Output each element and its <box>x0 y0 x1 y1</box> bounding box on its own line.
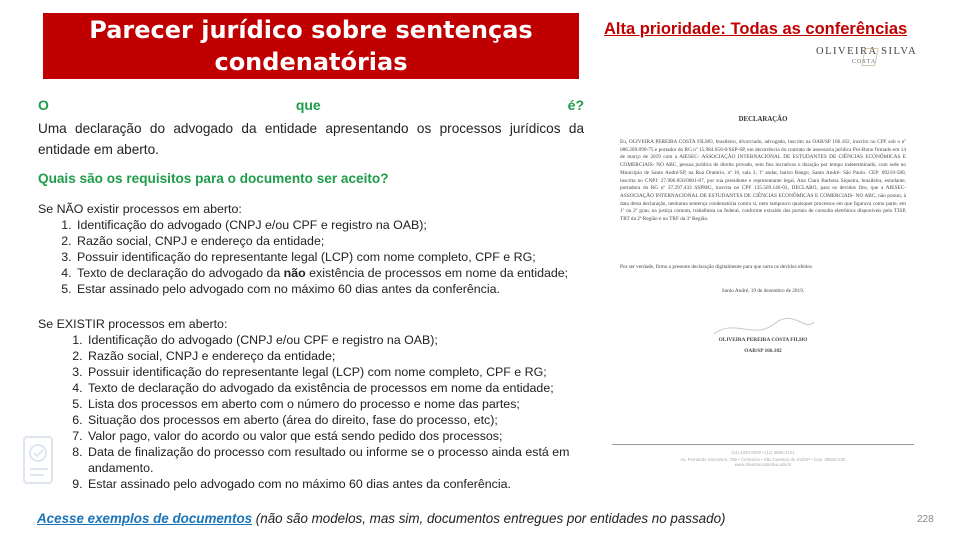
examples-note: (não são modelos, mas sim, documentos entregues por entidades no passado) <box>252 511 726 526</box>
list-item-bold: não <box>283 266 306 280</box>
document-heading: DECLARAÇÃO <box>738 116 788 123</box>
list-item: 9. Estar assinado pelo advogado com no máximo 60 dias antes da conferência. <box>86 476 584 492</box>
law-firm-logo <box>816 46 916 70</box>
list-item: 5. Estar assinado pelo advogado com no máximo 60 dias antes da conferência. <box>75 281 584 297</box>
document-footer-phones: (11) 4330-8000 • (11) 3565-4121 <box>731 450 795 455</box>
list-item: 6. Situação dos processos em aberto (área do direito, fase do processo, etc); <box>86 412 584 428</box>
question-word-3: é? <box>567 97 584 113</box>
what-is-answer: Uma declaração do advogado da entidade apresentando os processos jurídicos da entidade em aberto. <box>38 121 584 157</box>
list-item: 5. Lista dos processos em aberto com o número do processo e nome das partes; <box>86 396 584 412</box>
logo-line-1: OLIVEIRA SILVA <box>816 46 918 57</box>
question-word-2: que <box>295 97 321 113</box>
priority-label: Alta prioridade: Todas as conferências <box>604 20 908 38</box>
list-item: 8. Data de finalização do processo com resultado ou informe se o processo ainda está em andamento. <box>86 444 584 476</box>
no-processes-section <box>38 201 584 297</box>
list-item: 7. Valor pago, valor do acordo ou valor que está sendo pedido dos processos; <box>86 428 584 444</box>
list-item: 1. Identificação do advogado (CNPJ e/ou CPF e registro na OAB); <box>75 217 584 233</box>
list-item-text: existência de processos em nome da entidade; <box>305 266 569 280</box>
open-processes-section <box>38 316 584 492</box>
list-item: 3. Possuir identificação do representante legal (LCP) com nome completo, CPF e RG; <box>75 249 584 265</box>
examples-link[interactable]: Acesse exemplos de documentos <box>37 511 253 526</box>
document-body: Eu, OLIVEIRA PEREIRA COSTA FILHO, brasileiro, divorciado, advogado, inscrito na OAB/SP 166.182, inscrito no CPF sob o nº 086.209.099-75 e portador do RG nº 15.984.656-0/SSP-SP, em decorrência do contrato de assessoria jurídica Pró-Bono firmado em 14 de março de 2019 com a AIESEC- ASSOCIAÇÃO INTERNACIONAL DE ESTUDANTES DE CIÊNCIAS ECONÔMICAS E COMERCIAIS- NO ABC, pessoa jurídica de direito privado, sem fins lucrativos e duração por tempo indeterminado, com sede no Município de Santo André/SP, na Rua Oratório, nº 10, sala 3, 1º andar, bairro Bangu, Santo André- São Paulo. CEP: 09210-580, inscrita no CNPJ: 27.906.856/0001-87, por sua presidente e representante legal, Ana Clara Barbosa Siqueira, brasileira, estudante, portadora do RG nº 37.297.433 SSPMG, inscrita no CPF 135.569.146-03, DECLARO, para os devidos fins, que a AIESEC- ASSOCIAÇÃO INTERNACIONAL DE ESTUDANTES DE CIÊNCIAS ECONÔMICAS E COMERCIAIS- NO ABC, não possui, à data desta declaração, nenhuma sentença condenatória contra si, nem tampouco quaisquer processos em que figurava como parte, em 1º ou 2º grau, na justiça comum, trabalhista ou federal, conforme extraído dos portais de consulta eletrônica disponíveis pelo TJSP, TRT da 2ª Região e no TRF da 3ª Região. <box>620 139 906 223</box>
document-footer-website: www.oliveiracostasilva.adv.br <box>734 462 792 467</box>
logo-line-2: COSTA <box>852 59 877 65</box>
open-processes-list <box>38 332 584 492</box>
open-processes-lead: Se EXISTIR processos em aberto: <box>38 317 228 331</box>
list-item: 4. Texto de declaração do advogado da existência de processos em nome da entidade; <box>86 380 584 396</box>
question-word-1: O <box>38 97 49 113</box>
what-is-question <box>38 97 584 113</box>
list-item <box>75 265 584 281</box>
requirements-question: Quais são os requisitos para o documento ser aceito? <box>38 171 389 186</box>
document-divider <box>612 444 914 445</box>
list-item: 2. Razão social, CNPJ e endereço da entidade; <box>86 348 584 364</box>
list-item: 1. Identificação do advogado (CNPJ e/ou CPF e registro na OAB); <box>86 332 584 348</box>
examples-footer <box>37 511 725 526</box>
document-footer-address-text: Av. Fernando Simonsen, 785 • Cerâmica • São Caetano do Sul/SP • Cep: 09540-230 <box>680 457 846 462</box>
document-closing: Por ser verdade, firmo a presente declaração digitalmente para que surta os devidos efeitos <box>620 264 813 270</box>
document-check-icon <box>22 433 56 487</box>
page-number: 228 <box>917 514 934 525</box>
document-date: Santo André, 19 de dezembro de 2019. <box>721 288 805 294</box>
document-signer-name: OLIVEIRA PEREIRA COSTA FILHO <box>718 337 808 343</box>
list-item-text: Texto de declaração do advogado da <box>77 266 284 280</box>
document-footer-address <box>604 457 922 467</box>
document-signer-oab: OAB/SP 166.182 <box>744 348 782 354</box>
no-processes-lead: Se NÃO existir processos em aberto: <box>38 202 242 216</box>
no-processes-list <box>38 217 584 297</box>
list-item: 3. Possuir identificação do representante legal (LCP) com nome completo, CPF e RG; <box>86 364 584 380</box>
declaration-document-image <box>604 96 922 476</box>
title-line-1: Parecer jurídico sobre sentenças <box>89 16 533 44</box>
title-line-2: condenatórias <box>214 48 408 76</box>
title-banner <box>43 13 579 79</box>
list-item: 2. Razão social, CNPJ e endereço da entidade; <box>75 233 584 249</box>
